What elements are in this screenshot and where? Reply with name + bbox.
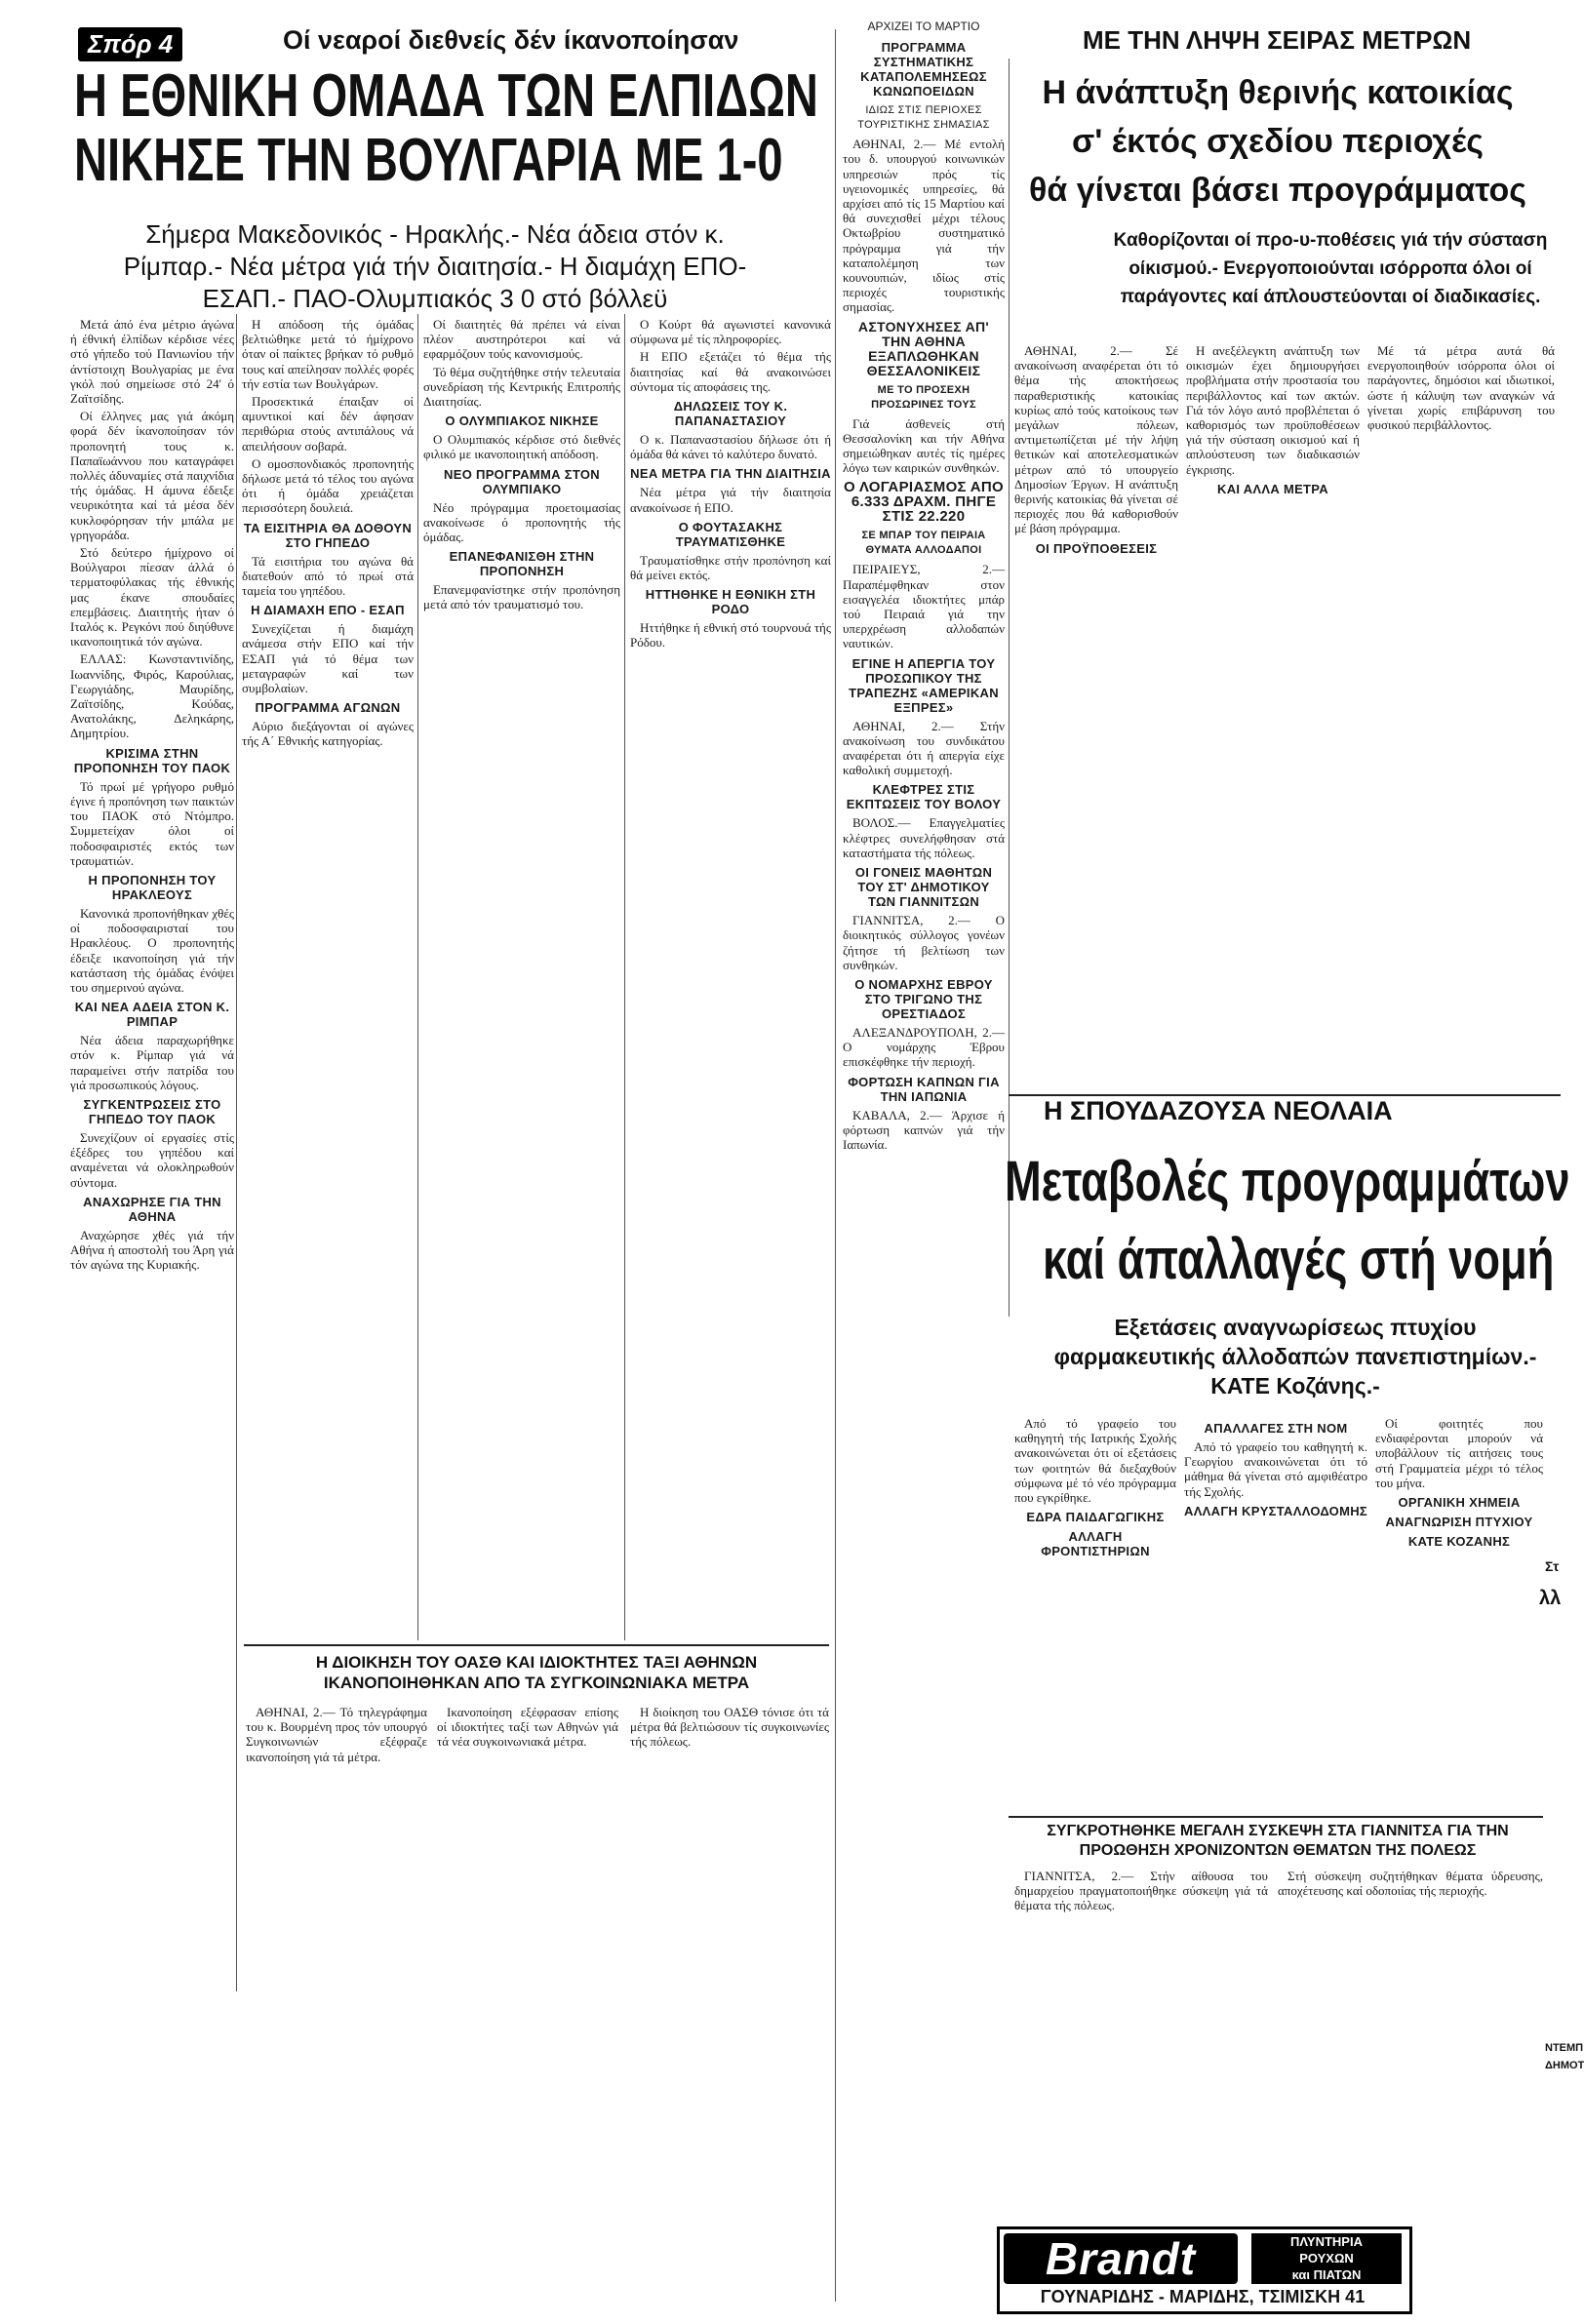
paragraph: ΑΘΗΝΑΙ, 2.— Τό τηλεγράφημα του κ. Βουρμένη προς τόν υπουργό Συγκοινωνιών εξέφραζε ικανοποίηση γιά τά μέτρα. — [246, 1705, 427, 1764]
giannitsa-headline: ΣΥΓΚΡΟΤΗΘΗΚΕ ΜΕΓΑΛΗ ΣΥΣΚΕΨΗ ΣΤΑ ΓΙΑΝΝΙΤΣΑ ΓΙΑ ΤΗΝ ΠΡΟΩΘΗΣΗ ΧΡΟΝΙΖΟΝΤΩΝ ΘΕΜΑΤΩΝ ΤΗΣ ΠΟΛΕΩΣ — [1047, 1823, 1509, 1859]
subhead: ΟΡΓΑΝΙΚΗ ΧΗΜΕΙΑ — [1398, 1495, 1521, 1511]
news-column — [843, 20, 1005, 2311]
paragraph: Οί διαιτητές θά πρέπει νά είναι πλέον αυστηρότεροι καί νά εφαρμόζουν τούς κανονισμούς. — [423, 317, 620, 362]
subhead: ΑΠΑΛΛΑΓΕΣ ΣΤΗ ΝΟΜ — [1204, 1421, 1348, 1436]
subhead: ΚΑΙ ΝΕΑ ΑΔΕΙΑ ΣΤΟΝ Κ. ΡΙΜΠΑΡ — [74, 1000, 230, 1030]
lead-headline — [74, 62, 818, 197]
transport-headline: Η ΔΙΟΙΚΗΣΗ ΤΟΥ ΟΑΣΘ ΚΑΙ ΙΔΙΟΚΤΗΤΕΣ ΤΑΞΙ ΑΘΗΝΩΝ ΙΚΑΝΟΠΟΙΗΘΗΚΑΝ ΑΠΟ ΤΑ ΣΥΓΚΟΙΝΩΝΙΑΚΑ ΜΕΤΡΑ — [315, 1653, 758, 1692]
section-divider — [1009, 1816, 1543, 1818]
subhead: ΝΕΑ ΜΕΤΡΑ ΓΙΑ ΤΗΝ ΔΙΑΙΤΗΣΙΑ — [630, 466, 831, 482]
lead-subheadline: Σήμερα Μακεδονικός - Ηρακλής.- Νέα άδεια στόν κ. Ρίμπαρ.- Νέα μέτρα γιά τήν διαιτησία.- Η διαμάχη ΕΠΟ-ΕΣΑΠ.- ΠΑΟ-Ολυμπιακός 3 0 στό βόλλεϋ — [123, 219, 747, 313]
paragraph: Από τό γραφείο του καθηγητή τής Ιατρικής Σχολής ανακοινώνεται ότι οί εξετάσεις των φοιτητών θά διεξαχθούν σύμφωνα μέ τό νέο πρόγραμμα που εγκρίθηκε. — [1014, 1416, 1176, 1506]
paragraph: ΒΟΛΟΣ.— Επαγγελματίες κλέφτρες συνελήφθησαν στά καταστήματα τής πόλεως. — [843, 815, 1005, 860]
subhead: ΗΤΤΗΘΗΚΕ Η ΕΘΝΙΚΗ ΣΤΗ ΡΟΔΟ — [645, 587, 816, 617]
subhead: ΚΛΕΦΤΡΕΣ ΣΤΙΣ ΕΚΠΤΩΣΕΙΣ ΤΟΥ ΒΟΛΟΥ — [846, 782, 1002, 812]
column-rule — [835, 29, 836, 2302]
paragraph: Η ΕΠΟ εξετάζει τό θέμα τής διαιτησίας καί θά ανακοινώσει σύντομα τίς αποφάσεις της. — [630, 349, 831, 394]
section-divider — [244, 1644, 829, 1646]
column-rule — [236, 314, 237, 1991]
housing-headline-line-2: σ' έκτός σχεδίου περιοχές — [1072, 123, 1484, 160]
subhead: ΑΣΤΟΝΥΧΗΣΕΣ ΑΠ' ΤΗΝ ΑΘΗΝΑ ΕΞΑΠΛΩΘΗΚΑΝ ΘΕΣΣΑΛΟΝΙΚΕΙΣ — [857, 318, 990, 378]
paragraph: Νέο πρόγραμμα προετοιμασίας ανακοίνωσε ό προπονητής τής όμάδας. — [423, 499, 620, 545]
brandt-products — [1251, 2233, 1402, 2284]
housing-headline-line-3: θά γίνεται βάσει προγράμματος — [1029, 172, 1526, 209]
subhead: ΝΕΟ ΠΡΟΓΡΑΜΜΑ ΣΤΟΝ ΟΛΥΜΠΙΑΚΟ — [444, 466, 600, 496]
housing-headline — [1014, 68, 1541, 220]
paragraph: Ηττήθηκε ή εθνική στό τουρνουά τής Ρόδου. — [630, 620, 831, 650]
transport-column-c — [630, 1705, 829, 2309]
paragraph: Νέα άδεια παραχωρήθηκε στόν κ. Ρίμπαρ γιά νά παραμείνει στήν πατρίδα του γιά προσωπικούς λόγους. — [70, 1033, 234, 1092]
transport-column-a — [246, 1705, 427, 2309]
paragraph: Αναχώρησε χθές γιά τήν Αθήνα ή αποστολή του Άρη γιά τόν αγώνα της Κυριακής. — [70, 1227, 234, 1273]
paragraph: ΕΛΛΑΣ: Κωνσταντινίδης, Ιωαννίδης, Φιρός, Καρούλιας, Γεωργιάδης, Μαυρίδης, Ζαϊτσίδης, Κούδας, Ανατολάκης, Δεληκάρης, Δημητρίου. — [70, 651, 234, 741]
subhead: ΟΙ ΠΡΟΫΠΟΘΕΣΕΙΣ — [1035, 540, 1158, 556]
subhead: Ο ΟΛΥΜΠΙΑΚΟΣ ΝΙΚΗΣΕ — [445, 414, 599, 429]
paragraph: Από τό γραφείο του καθηγητή κ. Γεωργίου ανακοινώνεται ότι τό μάθημα θά γίνεται στό αμφιθέατρο τής Σχολής. — [1184, 1439, 1367, 1499]
brandt-product-line: ΠΛΥΝΤΗΡΙΑ — [1290, 2234, 1363, 2249]
student-headline — [1005, 1143, 1570, 1307]
housing-headline-line-1: Η άνάπτυξη θερινής κατοικίας — [1042, 74, 1514, 111]
tourism-kicker: ΑΡΧΙΖΕΙ ΤΟ ΜΑΡΤΙΟ — [867, 20, 980, 33]
paragraph: ΠΕΙΡΑΙΕΥΣ, 2.— Παραπέμφθηκαν στον εισαγγελέα ιδιοκτήτες μπάρ τού Πειραιά γιά την υπερχρέωση αλλοδαπών ναυτικών. — [843, 562, 1005, 651]
section-badge — [78, 27, 182, 61]
subhead: ΕΓΙΝΕ Η ΑΠΕΡΓΙΑ ΤΟΥ ΠΡΟΣΩΠΙΚΟΥ ΤΗΣ ΤΡΑΠΕΖΗΣ «ΑΜΕΡΙΚΑΝ ΕΞΠΡΕΣ» — [849, 655, 999, 715]
paragraph: Συνεχίζεται ή διαμάχη ανάμεσα στήν ΕΠΟ καί τήν ΕΣΑΠ γιά τό θέμα των μεταγραφών καί των συμβολαίων. — [242, 621, 414, 696]
brandt-logo — [1004, 2233, 1238, 2284]
subhead: ΕΔΡΑ ΠΑΙΔΑΓΩΓΙΚΗΣ — [1026, 1510, 1165, 1525]
paragraph: Ο Ολυμπιακός κέρδισε στό διεθνές φιλικό με ικανοποιητική απόδοση. — [423, 432, 620, 462]
housing-deck: Καθορίζονται οί προ-υ-ποθέσεις γιά τήν σύσταση οίκισμού.- Ενεργοποιούνται ισόρροπα όλοι οί παράγοντες καί άπλουστεύονται οί διαδικασίες. — [1113, 230, 1548, 307]
subhead: Ο ΛΟΓΑΡΙΑΣΜΟΣ ΑΠΟ 6.333 ΔΡΑΧΜ. ΠΗΓΕ ΣΤΙΣ 22.220 — [844, 479, 1004, 526]
student-headline-line-2: καί άπαλλαγές στή νομή — [1043, 1228, 1555, 1291]
paragraph: Νέα μέτρα γιά τήν διαιτησία ανακοίνωσε ή ΕΠΟ. — [630, 485, 831, 515]
paragraph: Οί φοιτητές που ενδιαφέρονται μπορούν νά υποβάλλουν τίς αιτήσεις τους στή Γραμματεία μέχρι τό τέλος του μήνα. — [1375, 1416, 1543, 1490]
sports-column-1 — [70, 317, 234, 2311]
paragraph: ΑΘΗΝΑΙ, 2.— Στήν ανακοίνωση του συνδικάτου αναφέρεται ότι ή απεργία είχε καθολική συμμετοχή. — [843, 718, 1005, 778]
paragraph: Η απόδοση τής όμάδας βελτιώθηκε μετά τό ήμίχρονο όταν οί παίκτες βρήκαν τό ρυθμό τους καί απείλησαν πολλές φορές τήν εστία των Βουλγάρων. — [242, 317, 414, 391]
lead-headline-line-2: ΝΙΚΗΣΕ ΤΗΝ ΒΟΥΛΓΑΡΙΑ ΜΕ 1-0 — [74, 127, 783, 194]
subhead: ΠΡΟΓΡΑΜΜΑ ΑΓΩΝΩΝ — [255, 700, 401, 716]
column-rule — [1009, 59, 1010, 1317]
subhead: ΜΕ ΤΟ ΠΡΟΣΕΧΗ ΠΡΟΣΩΡΙΝΕΣ ΤΟΥΣ — [871, 383, 976, 411]
student-kicker: Η ΣΠΟΥΔΑΖΟΥΣΑ ΝΕΟΛΑΙΑ — [1044, 1096, 1393, 1125]
paragraph: Τραυματίσθηκε στήν προπόνηση καί θά μείνει εκτός. — [630, 552, 831, 583]
paragraph: Στό δεύτερο ήμίχρονο οί Βούλγαροι πίεσαν άλλά ό τερματοφύλακας τής έθνικής μας έκανε σπουδαίες επεμβάσεις. Διαιτητής ήταν ό Ιταλός κ. Ρεγκόνι πού διηύθυνε ικανοποιητικά τόν αγώνα. — [70, 545, 234, 650]
housing-column-b — [1186, 343, 1360, 1084]
paragraph: Στή σύσκεψη συζητήθηκαν θέματα ύδρευσης, αποχέτευσης καί οδοποιίας τής περιοχής. — [1278, 1869, 1543, 1899]
paragraph: Μέ τά μέτρα αυτά θά ενεργοποιηθούν ισόρροπα όλοι οί παράγοντες, δημόσιοι καί ιδιωτικοί, ώστε ή κάλυψη των αναγκών νά γίνεται χωρίς επιβάρυνση του φυσικού περιβάλλοντος. — [1367, 343, 1555, 433]
subhead: ΣΕ ΜΠΑΡ ΤΟΥ ΠΕΙΡΑΙΑ ΘΥΜΑΤΑ ΑΛΛΟΔΑΠΟΙ — [861, 530, 986, 557]
paragraph: Η ανεξέλεγκτη ανάπτυξη των οικισμών έχει δημιουργήσει προβλήματα στήν προστασία του περιβάλλοντος καί των ακτών. Γιά τόν λόγο αυτό προβλέπεται ό καθορισμός των προϋποθέσεων γιά τήν σύσταση οικισμού καί ή απλούστευση των διαδικασιών έγκρισης. — [1186, 343, 1360, 477]
housing-column-c — [1367, 343, 1555, 1084]
section-badge-label: Σπόρ 4 — [78, 27, 182, 61]
tourism-headline: ΠΡΟΓΡΑΜΜΑ ΣΥΣΤΗΜΑΤΙΚΗΣ ΚΑΤΑΠΟΛΕΜΗΣΕΩΣ ΚΩΝΩΠΟΕΙΔΩΝ — [860, 40, 987, 99]
paragraph: ΑΘΗΝΑΙ, 2.— Σέ ανακοίνωση αναφέρεται ότι τό θέμα τής αποκτήσεως παραθεριστικής κατοικίας κυρίως από τούς κατοίκους των μεγάλων πόλεων, αντιμετωπίζεται μέ τήν λήψη θετικών καί αποτελεσματικών μέτρων από τό υπουργείο Δημοσίων Έργων. Η ανάπτυξη θερινής κατοικίας θά γίνεται σέ περιοχές που θά καθορισθούν μέ βάση πρόγραμμα. — [1014, 343, 1178, 536]
housing-column-a — [1014, 343, 1178, 1084]
paragraph: Κανονικά προπονήθηκαν χθές οί ποδοσφαιρισταί του Ηρακλέους. Ο προπονητής έδειξε ικανοποίηση γιά τήν κατάσταση τής όμάδας ένόψει του σημερινού αγώνα. — [70, 905, 234, 995]
paragraph: Συνεχίζουν οί εργασίες στίς έξέδρες του γηπέδου καί αναμένεται νά ολοκληρωθούν σύντομα. — [70, 1129, 234, 1190]
subhead: ΔΗΛΩΣΕΙΣ ΤΟΥ Κ. ΠΑΠΑΝΑΣΤΑΣΙΟΥ — [673, 399, 788, 429]
transport-column-b — [437, 1705, 618, 2309]
paragraph: ΑΛΕΞΑΝΔΡΟΥΠΟΛΗ, 2.— Ο νομάρχης Έβρου επισκέφθηκε τήν περιοχή. — [843, 1024, 1005, 1070]
subhead: Η ΠΡΟΠΟΝΗΣΗ ΤΟΥ ΗΡΑΚΛΕΟΥΣ — [88, 872, 217, 902]
paragraph: Γιά άσθενείς στή Θεσσαλονίκη και τήν Αθήνα σημειώθηκαν αυτές τίς ημέρες λόγω των καιρικών συνθηκών. — [843, 415, 1005, 476]
student-column-b — [1184, 1416, 1367, 1814]
sports-column-2 — [242, 317, 414, 1638]
subhead: Ο ΦΟΥΤΑΣΑΚΗΣ ΤΡΑΥΜΑΤΙΣΘΗΚΕ — [675, 519, 786, 549]
edge-fragment: ΝΤΕΜΠ — [1545, 2042, 1584, 2054]
subhead: ΑΝΑΧΩΡΗΣΕ ΓΙΑ ΤΗΝ ΑΘΗΝΑ — [83, 1194, 221, 1224]
subhead: ΟΙ ΓΟΝΕΙΣ ΜΑΘΗΤΩΝ ΤΟΥ ΣΤ' ΔΗΜΟΤΙΚΟΥ ΤΩΝ ΓΙΑΝΝΙΤΣΩΝ — [854, 865, 993, 910]
subhead: ΑΝΑΓΝΩΡΙΣΗ ΠΤΥΧΙΟΥ — [1385, 1515, 1533, 1530]
paragraph: Προσεκτικά έπαιξαν οί αμυντικοί καί δέν άφησαν περιθώρια στούς αντιπάλους νά απειλήσουν σοβαρά. — [242, 394, 414, 453]
paragraph: Οί έλληνες μας γιά άκόμη φορά δέν ίκανοποίησαν τόν προπονητή τους κ. Παπαϊωάννου που καταγράφει πολλές άδυναμίες στά παιχνίδια τής όμάδας. Η άμυνα έδειξε νευρικότητα καί τά μέσα δέν κυκλοφόρησαν τήν μπάλα με γρηγοράδα. — [70, 409, 234, 542]
student-column-c — [1375, 1416, 1543, 1814]
subhead: ΚΑΙ ΑΛΛΑ ΜΕΤΡΑ — [1217, 481, 1328, 496]
paragraph: Αύριο διεξάγονται οί αγώνες τής Α΄ Εθνικής κατηγορίας. — [242, 719, 414, 749]
edge-fragment: ΔΗΜΟΤ — [1545, 2060, 1584, 2071]
edge-fragment: λλ — [1539, 1588, 1562, 1609]
student-column-a — [1014, 1416, 1176, 1814]
column-rule — [624, 314, 625, 1640]
brandt-dealer: ΓΟΥΝΑΡΙΔΗΣ - ΜΑΡΙΔΗΣ, ΤΣΙΜΙΣΚΗ 41 — [1040, 2287, 1366, 2306]
paragraph: Τά εισιτήρια του αγώνα θά διατεθούν από τό πρωί στά ταμεία του γηπέδου. — [242, 553, 414, 599]
subhead: ΣΥΓΚΕΝΤΡΩΣΕΙΣ ΣΤΟ ΓΗΠΕΔΟ ΤΟΥ ΠΑΟΚ — [83, 1096, 221, 1126]
paragraph: Επανεμφανίστηκε στήν προπόνηση μετά από τόν τραυματισμό του. — [423, 582, 620, 612]
brandt-logo-text: Brandt — [1045, 2233, 1197, 2284]
paragraph: ΓΙΑΝΝΙΤΣΑ, 2.— Στήν αίθουσα του δημαρχείου πραγματοποιήθηκε σύσκεψη γιά τά θέματα τής πόλεως. — [1014, 1869, 1268, 1913]
paragraph: Ο Κούρτ θά αγωνιστεί κανονικά σύμφωνα μέ τίς πληροφορίες. — [630, 317, 831, 347]
paragraph: Μετά άπό ένα μέτριο άγώνα ή έθνική έλπίδων κέρδισε νέες στό γήπεδο τού Πανιωνίου τήν άντίστοιχη Βουλγαρίας με ένα γκόλ πού σημείωσε στό 24' ό Ζαϊτσίδης. — [70, 317, 234, 407]
paragraph: Τό θέμα συζητήθηκε στήν τελευταία συνεδρίαση τής Κεντρικής Επιτροπής Διαιτησίας. — [423, 364, 620, 410]
paragraph: Ο ομοσπονδιακός προπονητής δήλωσε μετά τό τέλος του αγώνα ότι ή όμάδα χρειάζεται περισσότερη δουλειά. — [242, 455, 414, 516]
lead-kicker: Οί νεαροί διεθνείς δέν ίκανοποίησαν — [283, 25, 739, 55]
subhead: ΚΑΤΕ ΚΟΖΑΝΗΣ — [1407, 1534, 1511, 1550]
paragraph: ΑΘΗΝΑΙ, 2.— Μέ εντολή του δ. υπουργού κοινωνικών υπηρεσιών πρός τίς υγειονομικές υπηρεσίες, θά αρχίσει από τίς 15 Μαρτίου καί θά συνεχισθεί μέχρι τέλους Οκτωβρίου συστηματικό πρόγραμμα γιά τήν καταπολέμηση των κουνουπιών, ιδίως στίς περιοχές τουριστικής σημασίας. — [843, 137, 1005, 315]
student-deck: Εξετάσεις αναγνωρίσεως πτυχίου φαρμακευτικής άλλοδαπών πανεπιστημίων.- ΚΑΤΕ Κοζάνης.- — [1053, 1315, 1537, 1398]
paragraph: Τό πρωί μέ γρήγορο ρυθμό έγινε ή προπόνηση των παικτών του ΠΑΟΚ στό Ντόμπρο. Συμμετείχαν όλοι οί ποδοσφαιριστές εκτός των τραυματιών. — [70, 778, 234, 868]
subhead: ΚΡΙΣΙΜΑ ΣΤΗΝ ΠΡΟΠΟΝΗΣΗ ΤΟΥ ΠΑΟΚ — [73, 745, 231, 775]
brandt-advertisement — [997, 2226, 1412, 2314]
subhead: ΑΛΛΑΓΗ ΚΡΥΣΤΑΛΛΟΔΟΜΗΣ — [1184, 1503, 1368, 1518]
sports-column-3 — [423, 317, 620, 1638]
paragraph: Ικανοποίηση εξέφρασαν επίσης οί ιδιοκτήτες ταξί των Αθηνών γιά τά νέα συγκοινωνιακά μέτρα. — [437, 1705, 618, 1750]
subhead: ΤΑ ΕΙΣΙΤΗΡΙΑ ΘΑ ΔΟΘΟΥΝ ΣΤΟ ΓΗΠΕΔΟ — [243, 520, 413, 550]
paragraph: ΚΑΒΑΛΑ, 2.— Άρχισε ή φόρτωση καπνών γιά τήν Ιαπωνία. — [843, 1107, 1005, 1152]
lead-headline-line-1: Η ΕΘΝΙΚΗ ΟΜΑΔΑ ΤΩΝ ΕΛΠΙΔΩΝ — [74, 62, 818, 130]
subhead: ΑΛΛΑΓΗ ΦΡΟΝΤΙΣΤΗΡΙΩΝ — [1041, 1529, 1150, 1559]
paragraph: ΓΙΑΝΝΙΤΣΑ, 2.— Ο διοικητικός σύλλογος γονέων ζήτησε τή βελτίωση των συνθηκών. — [843, 913, 1005, 972]
housing-kicker: ΜΕ ΤΗΝ ΛΗΨΗ ΣΕΙΡΑΣ ΜΕΤΡΩΝ — [1083, 25, 1472, 55]
sports-column-4 — [630, 317, 831, 1638]
giannitsa-column-a — [1014, 1869, 1268, 2215]
giannitsa-column-b — [1278, 1869, 1543, 2215]
paragraph: Η διοίκηση του ΟΑΣΘ τόνισε ότι τά μέτρα θά βελτιώσουν τίς συγκοινωνίες τής πόλεως. — [630, 1705, 829, 1750]
subhead: ΕΠΑΝΕΦΑΝΙΣΘΗ ΣΤΗΝ ΠΡΟΠΟΝΗΣΗ — [449, 549, 595, 579]
brandt-product-line: και ΠΙΑΤΩΝ — [1291, 2267, 1362, 2282]
subhead: Ο ΝΟΜΑΡΧΗΣ ΕΒΡΟΥ ΣΤΟ ΤΡΙΓΩΝΟ ΤΗΣ ΟΡΕΣΤΙΑΔΟΣ — [854, 976, 993, 1021]
brandt-product-line: ΡΟΥΧΩΝ — [1299, 2251, 1354, 2265]
subhead: Η ΔΙΑΜΑΧΗ ΕΠΟ - ΕΣΑΠ — [251, 603, 405, 618]
student-headline-line-1: Μεταβολές προγραμμάτων — [1005, 1150, 1570, 1213]
edge-fragment: Στ — [1545, 1558, 1560, 1574]
column-rule — [417, 314, 418, 1640]
paragraph: Ο κ. Παπαναστασίου δήλωσε ότι ή όμάδα θά κάνει τό καλύτερο δυνατό. — [630, 432, 831, 462]
tourism-deck: ΙΔΙΩΣ ΣΤΙΣ ΠΕΡΙΟΧΕΣ ΤΟΥΡΙΣΤΙΚΗΣ ΣΗΜΑΣΙΑΣ — [857, 104, 990, 132]
subhead: ΦΟΡΤΩΣΗ ΚΑΠΝΩΝ ΓΙΑ ΤΗΝ ΙΑΠΩΝΙΑ — [848, 1074, 1000, 1104]
